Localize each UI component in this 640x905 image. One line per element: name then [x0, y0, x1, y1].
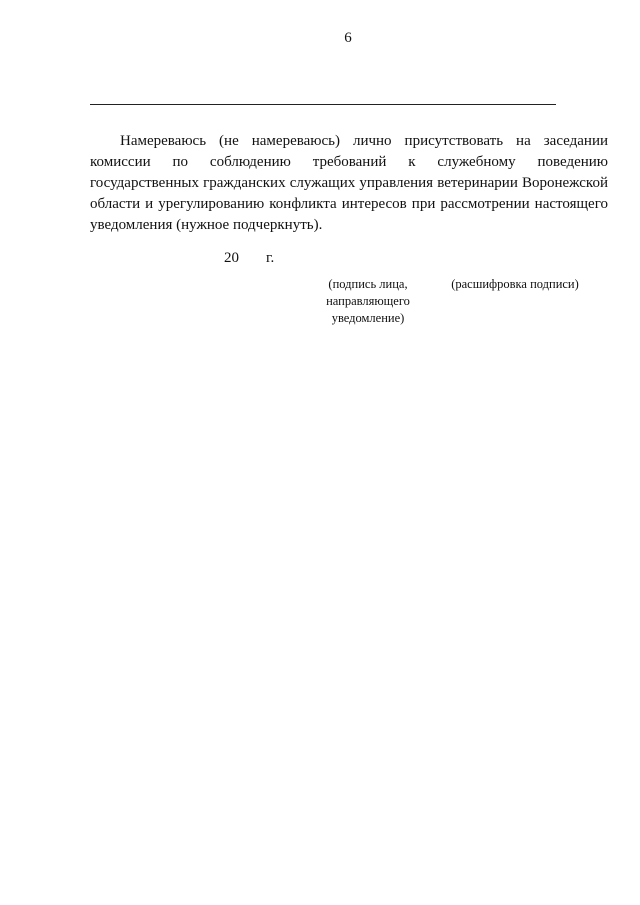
page-number: 6 — [344, 30, 352, 46]
signature-decoding-caption: (расшифровка подписи) — [451, 277, 579, 291]
horizontal-rule — [90, 104, 556, 105]
signature-caption: (подпись лица, направляющего уведомление) — [326, 277, 410, 325]
date-year-prefix: 20 — [224, 250, 239, 266]
date-year-suffix: г. — [266, 250, 275, 266]
attendance-statement: Намереваюсь (не намереваюсь) лично присутствовать на заседании комиссии по соблюдению требований к служебному поведению государственных гражданских служащих управления ветеринарии Воронежской области и урегулированию конфликта интересов при рассмотрении настоящего уведомления (нужное подчеркнуть). — [90, 133, 608, 233]
